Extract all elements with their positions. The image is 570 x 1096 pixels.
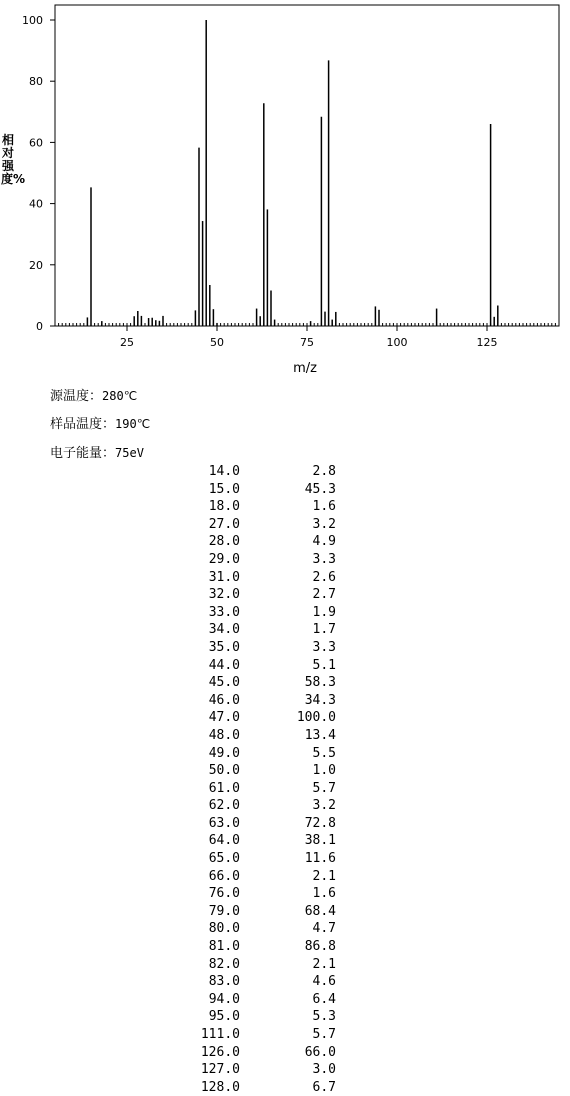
mz-value: 49.0	[208, 745, 240, 761]
spectrum-peaks	[87, 20, 497, 326]
mass-spectrum-chart	[0, 0, 570, 380]
abundance-value: 100.0	[296, 710, 336, 726]
table-row	[190, 797, 336, 815]
y-tick-label: 20	[29, 258, 43, 272]
x-tick-label: 100	[386, 336, 408, 349]
x-tick-label: 125	[476, 336, 498, 349]
abundance-value: 34.3	[304, 692, 336, 708]
mz-value: 27.0	[208, 516, 240, 532]
abundance-value: 5.3	[312, 1009, 336, 1025]
table-row	[190, 498, 336, 516]
y-tick-label: 0	[36, 320, 43, 333]
table-row	[190, 516, 336, 534]
mz-value: 31.0	[208, 569, 240, 585]
abundance-value: 3.0	[312, 1062, 336, 1078]
mz-value: 61.0	[208, 780, 240, 796]
mz-value: 28.0	[208, 534, 240, 550]
mz-value: 45.0	[208, 675, 240, 691]
mz-value: 50.0	[208, 763, 240, 779]
electron-energy-value: 75eV	[115, 446, 144, 460]
mz-value: 128.0	[200, 1079, 240, 1095]
abundance-value: 86.8	[304, 939, 336, 955]
mz-value: 83.0	[208, 974, 240, 990]
mz-value: 95.0	[208, 1009, 240, 1025]
abundance-value: 1.7	[312, 622, 336, 638]
table-row	[190, 745, 336, 763]
mz-value: 14.0	[208, 464, 240, 479]
abundance-value: 5.7	[312, 1027, 336, 1042]
abundance-value: 38.1	[304, 833, 336, 849]
source-temperature	[50, 385, 137, 404]
x-tick-label: 75	[300, 336, 314, 349]
table-row	[190, 832, 336, 850]
abundance-value: 5.7	[312, 780, 336, 796]
abundance-value: 3.2	[312, 516, 336, 532]
mz-value: 48.0	[208, 727, 240, 743]
table-row	[190, 674, 336, 692]
abundance-value: 5.1	[312, 657, 336, 673]
y-tick-label: 40	[29, 197, 43, 211]
table-row	[190, 956, 336, 974]
x-tick-label: 25	[120, 336, 134, 349]
mz-value: 64.0	[208, 833, 240, 849]
table-row	[190, 533, 336, 551]
mz-value: 33.0	[208, 604, 240, 620]
abundance-value: 45.3	[304, 481, 336, 497]
abundance-value: 4.7	[312, 921, 336, 937]
mz-value: 18.0	[208, 499, 240, 515]
mz-value: 62.0	[208, 798, 240, 814]
abundance-value: 3.2	[312, 798, 336, 814]
table-row	[190, 885, 336, 903]
electron-energy-label: 电子能量：	[50, 446, 116, 461]
table-row	[190, 920, 336, 938]
mz-value: 80.0	[208, 921, 240, 937]
abundance-value: 2.6	[312, 569, 336, 585]
table-row	[190, 850, 336, 868]
y-tick-label: 60	[29, 136, 43, 150]
x-axis	[120, 326, 498, 349]
mz-value: 63.0	[208, 815, 240, 831]
electron-energy	[50, 442, 144, 461]
table-row	[190, 463, 336, 481]
table-row	[190, 815, 336, 833]
table-row	[190, 1044, 336, 1062]
table-row	[190, 621, 336, 639]
mz-value: 82.0	[208, 956, 240, 972]
table-row	[190, 569, 336, 587]
table-row	[190, 657, 336, 675]
x-tick-label: 50	[210, 336, 224, 349]
abundance-value: 1.9	[312, 604, 336, 620]
abundance-value: 11.6	[304, 851, 336, 867]
table-row	[190, 709, 336, 727]
mz-value: 76.0	[208, 886, 240, 902]
sample-temperature-label: 样品温度：	[50, 417, 116, 432]
mz-value: 47.0	[208, 710, 240, 726]
table-row	[190, 1008, 336, 1026]
table-row	[190, 1079, 336, 1096]
y-tick-label: 100	[22, 14, 43, 27]
mz-value: 46.0	[208, 692, 240, 708]
mz-value: 32.0	[208, 587, 240, 603]
abundance-value: 4.6	[312, 974, 336, 990]
plot-frame	[55, 5, 559, 326]
table-row	[190, 973, 336, 991]
mz-value: 126.0	[200, 1044, 240, 1060]
y-axis	[22, 14, 55, 333]
table-row	[190, 903, 336, 921]
x-axis-label: m/z	[293, 361, 317, 376]
table-row	[190, 586, 336, 604]
abundance-value: 1.0	[312, 763, 336, 779]
table-row	[190, 639, 336, 657]
abundance-value: 68.4	[304, 903, 336, 919]
abundance-value: 1.6	[312, 886, 336, 902]
mz-value: 66.0	[208, 868, 240, 884]
y-axis-label: 相对强度%	[1, 133, 26, 186]
abundance-value: 72.8	[304, 815, 336, 831]
abundance-value: 58.3	[304, 675, 336, 691]
table-row	[190, 604, 336, 622]
table-row	[190, 727, 336, 745]
table-row	[190, 481, 336, 499]
table-row	[190, 1061, 336, 1079]
abundance-value: 4.9	[312, 534, 336, 550]
peak-table	[190, 463, 336, 1096]
abundance-value: 6.7	[312, 1079, 336, 1095]
abundance-value: 13.4	[304, 727, 336, 743]
mz-value: 29.0	[208, 551, 240, 567]
abundance-value: 2.1	[312, 868, 336, 884]
table-row	[190, 938, 336, 956]
abundance-value: 3.3	[312, 551, 336, 567]
table-row	[190, 762, 336, 780]
mz-value: 34.0	[208, 622, 240, 638]
abundance-value: 66.0	[304, 1044, 336, 1060]
minor-ticks	[55, 323, 559, 326]
sample-temperature-value: 190℃	[115, 417, 151, 431]
abundance-value: 6.4	[312, 991, 336, 1007]
table-row	[190, 991, 336, 1009]
mz-value: 35.0	[208, 639, 240, 655]
mz-value: 15.0	[208, 481, 240, 497]
mz-value: 79.0	[208, 903, 240, 919]
y-tick-label: 80	[29, 75, 43, 89]
mz-value: 127.0	[200, 1062, 240, 1078]
abundance-value: 3.3	[312, 639, 336, 655]
table-row	[190, 780, 336, 798]
abundance-value: 2.8	[312, 464, 336, 479]
table-row	[190, 692, 336, 710]
table-row	[190, 1026, 336, 1044]
abundance-value: 1.6	[312, 499, 336, 515]
mz-value: 81.0	[208, 939, 240, 955]
table-row	[190, 868, 336, 886]
sample-temperature	[50, 413, 150, 432]
abundance-value: 2.1	[312, 956, 336, 972]
table-row	[190, 551, 336, 569]
source-temperature-value: 280℃	[102, 389, 138, 403]
abundance-value: 2.7	[312, 587, 336, 603]
source-temperature-label: 源温度：	[50, 389, 103, 404]
mz-value: 94.0	[208, 991, 240, 1007]
mz-value: 111.0	[200, 1027, 240, 1042]
mz-value: 65.0	[208, 851, 240, 867]
abundance-value: 5.5	[312, 745, 336, 761]
mz-value: 44.0	[208, 657, 240, 673]
